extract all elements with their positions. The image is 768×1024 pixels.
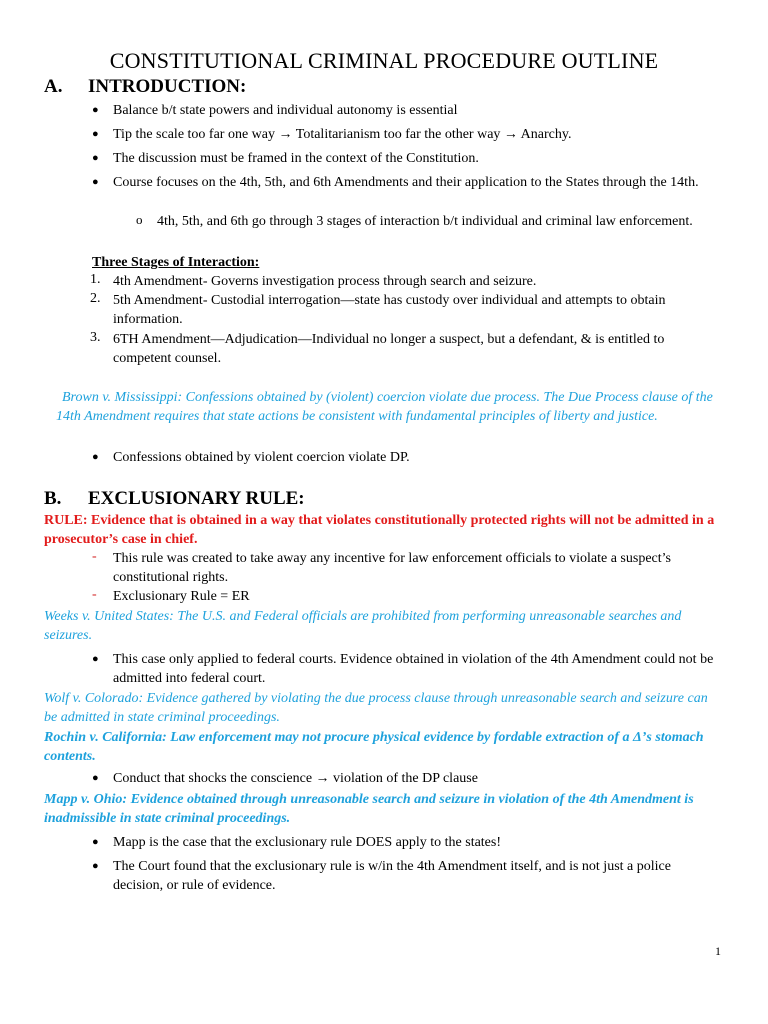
dash-marker: - (92, 549, 97, 564)
document-title: CONSTITUTIONAL CRIMINAL PROCEDURE OUTLINE (109, 48, 659, 73)
brown-bullet: Confessions obtained by violent coercion violate DP. (113, 450, 410, 465)
stages-heading: Three Stages of Interaction: (92, 255, 260, 270)
bullet-dot-icon: ● (92, 152, 99, 164)
stage-number: 3. (90, 330, 101, 345)
case-wolf-v-colorado: Wolf v. Colorado: Evidence gathered by violating the due process clause through unreasonable search and seizure can be admitted in state criminal proceedings. (44, 691, 708, 725)
stage-2: 5th Amendment- Custodial interrogation—state has custody over individual and attempts to obtain information. (113, 293, 666, 327)
rochin-bullet: Conduct that shocks the conscience → violation of the DP clause (113, 771, 478, 786)
intro-bullet-4: Course focuses on the 4th, 5th, and 6th Amendments and their application to the States through the 14th. (113, 175, 699, 190)
bullet-dot-icon: ● (92, 653, 99, 665)
intro-bullet-1: Balance b/t state powers and individual autonomy is essential (113, 103, 458, 118)
intro-bullet-3: The discussion must be framed in the context of the Constitution. (113, 151, 479, 166)
er-dash-item-1: This rule was created to take away any incentive for law enforcement officials to violate a suspect’s constitutional rights. (113, 551, 671, 585)
section-a-heading (44, 76, 246, 98)
intro-bullet-2: Tip the scale too far one way → Totalitarianism too far the other way → Anarchy. (113, 127, 572, 142)
bullet-dot-icon: ● (92, 176, 99, 188)
case-mapp-v-ohio: Mapp v. Ohio: Evidence obtained through unreasonable search and seizure in violation of the 4th Amendment is inadmissible in state criminal proceedings. (44, 792, 694, 826)
bullet-dot-icon: ● (92, 772, 99, 784)
stage-1: 4th Amendment- Governs investigation process through search and seizure. (113, 274, 537, 289)
stage-3: 6TH Amendment—Adjudication—Individual no longer a suspect, but a defendant, & is entitled to competent counsel. (113, 332, 665, 366)
case-rochin-v-california: Rochin v. California: Law enforcement may not procure physical evidence by fordable extraction of a Δ’s stomach contents. (44, 730, 704, 764)
bullet-dot-icon: ● (92, 860, 99, 872)
case-brown-v-mississippi: Brown v. Mississippi: Confessions obtained by (violent) coercion violate due process. The Due Process clause of the 14th Amendment requires that state actions be consistent with fundamental principles of liberty and justice. (56, 390, 713, 424)
sub-bullet-circle-icon: o (136, 212, 143, 227)
intro-sub-bullet: 4th, 5th, and 6th go through 3 stages of interaction b/t individual and criminal law enforcement. (157, 214, 693, 229)
er-dash-item-2: Exclusionary Rule = ER (113, 589, 250, 604)
section-a-title: INTRODUCTION: (88, 76, 247, 97)
bullet-dot-icon: ● (92, 104, 99, 116)
weeks-bullet: This case only applied to federal courts. Evidence obtained in violation of the 4th Amendment could not be admitted into federal court. (113, 652, 714, 686)
bullet-dot-icon: ● (92, 836, 99, 848)
page-number: 1 (715, 944, 721, 958)
dash-marker: - (92, 587, 97, 602)
section-b-letter: B. (44, 488, 62, 509)
section-a-letter: A. (44, 76, 63, 97)
stage-number: 2. (90, 291, 101, 306)
bullet-dot-icon: ● (92, 451, 99, 463)
mapp-bullet-1: Mapp is the case that the exclusionary rule DOES apply to the states! (113, 835, 502, 850)
mapp-bullet-2: The Court found that the exclusionary rule is w/in the 4th Amendment itself, and is not just a police decision, or rule of evidence. (113, 859, 671, 893)
case-weeks-v-united-states: Weeks v. United States: The U.S. and Federal officials are prohibited from performing unreasonable searches and seizures. (44, 609, 682, 643)
bullet-dot-icon: ● (92, 128, 99, 140)
section-b-heading (44, 488, 305, 510)
stage-number: 1. (90, 272, 101, 287)
exclusionary-rule-statement: RULE: Evidence that is obtained in a way that violates constitutionally protected rights will not be admitted in a prosecutor’s case in chief. (44, 513, 715, 547)
section-b-title: EXCLUSIONARY RULE: (88, 488, 305, 509)
